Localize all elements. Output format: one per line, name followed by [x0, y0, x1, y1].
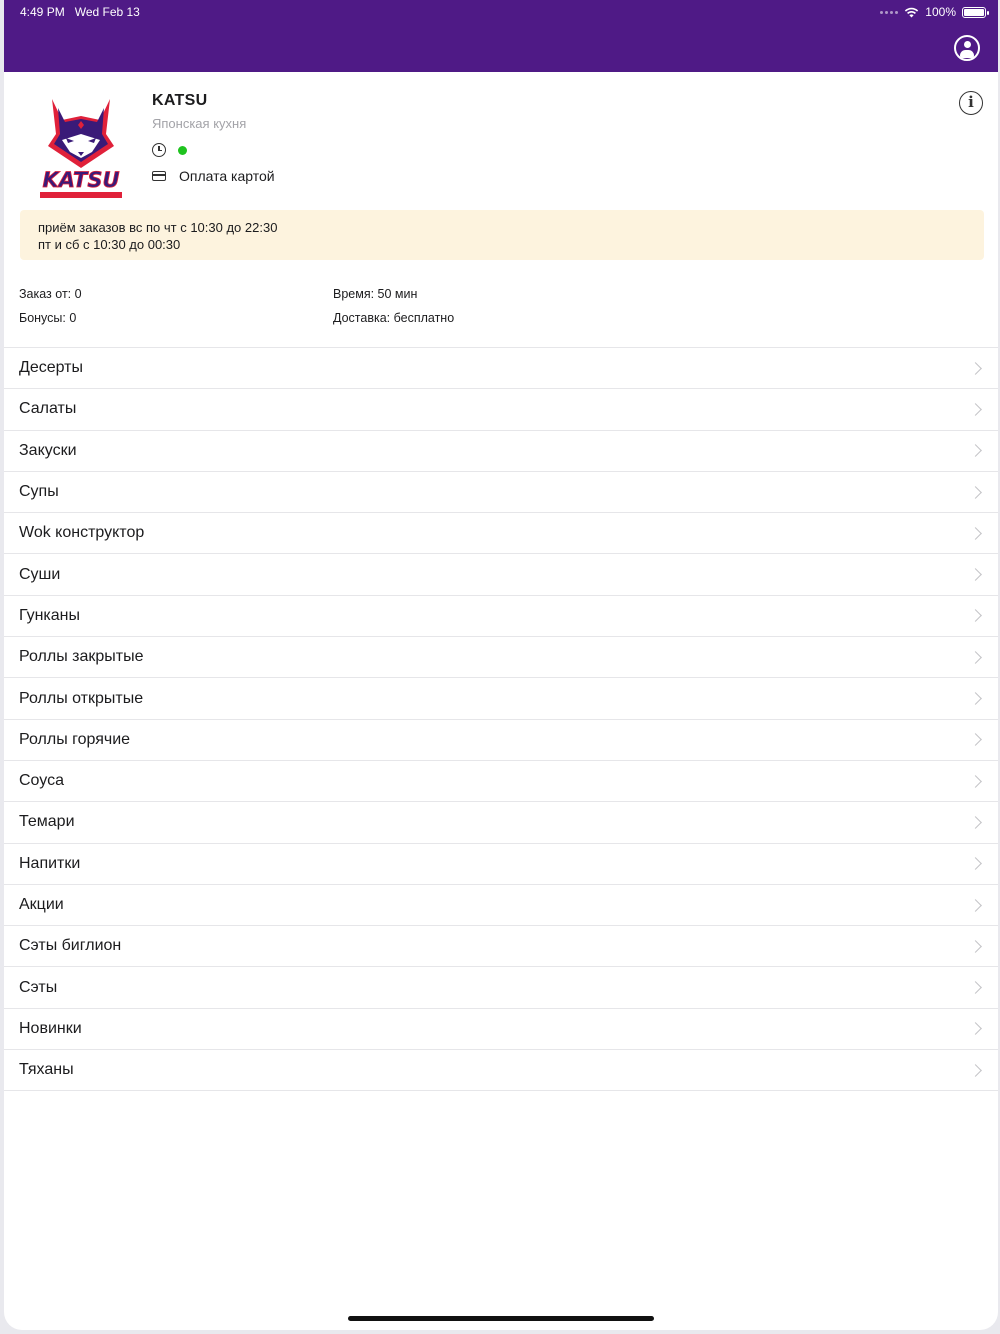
svg-text:KATSU: KATSU [42, 168, 120, 192]
category-label: Десерты [19, 359, 84, 377]
order-info-left [19, 282, 82, 330]
wifi-icon [904, 7, 919, 18]
category-label: Акции [19, 896, 64, 913]
chevron-right-icon [969, 775, 982, 788]
category-row[interactable] [4, 596, 998, 637]
category-label: Роллы горячие [19, 730, 131, 748]
delivery-time: Время: 50 мин [333, 287, 418, 301]
category-row[interactable] [4, 431, 998, 472]
order-info-right [333, 282, 454, 330]
status-date: Wed Feb 13 [74, 5, 140, 19]
category-label: Роллы открытые [19, 689, 144, 707]
category-label: Закуски [19, 441, 77, 459]
delivery-cost: Доставка: бесплатно [333, 311, 455, 325]
min-order: Заказ от: 0 [19, 287, 82, 301]
chevron-right-icon [969, 362, 982, 375]
clock-icon [152, 143, 166, 157]
category-row[interactable] [4, 967, 998, 1008]
cuisine-type: Японская кухня [152, 116, 247, 131]
home-indicator[interactable] [348, 1316, 654, 1321]
category-row[interactable] [4, 844, 998, 885]
category-label: Wok конструктор [19, 524, 145, 542]
battery-percent: 100% [925, 5, 956, 19]
battery-icon [962, 7, 986, 18]
category-label: Соуса [19, 772, 64, 790]
bonuses: Бонусы: 0 [19, 311, 77, 325]
chevron-right-icon [969, 816, 982, 829]
chevron-right-icon [969, 403, 982, 416]
chevron-right-icon [969, 568, 982, 581]
chevron-right-icon [969, 610, 982, 623]
category-label: Сэты [19, 978, 58, 996]
category-row[interactable] [4, 637, 998, 678]
category-row[interactable] [4, 720, 998, 761]
restaurant-header [4, 72, 998, 212]
category-row[interactable] [4, 348, 998, 389]
category-row[interactable] [4, 802, 998, 843]
category-label: Новинки [19, 1019, 82, 1037]
profile-icon[interactable] [954, 35, 980, 61]
chevron-right-icon [969, 1023, 982, 1036]
app-screen [4, 0, 998, 1330]
chevron-right-icon [969, 527, 982, 540]
category-label: Сэты биглион [19, 937, 122, 955]
navigation-bar [4, 0, 998, 72]
category-label: Темари [19, 813, 75, 831]
category-row[interactable] [4, 554, 998, 595]
category-label: Гунканы [19, 606, 81, 624]
working-status [152, 143, 187, 157]
restaurant-name: KATSU [152, 92, 208, 109]
payment-label: Оплата картой [179, 168, 275, 184]
payment-method [152, 168, 275, 184]
chevron-right-icon [969, 733, 982, 746]
category-row[interactable] [4, 678, 998, 719]
status-bar-left [20, 5, 140, 19]
hours-line-2: пт и сб с 10:30 до 00:30 [38, 237, 181, 252]
category-list [4, 347, 998, 1091]
category-row[interactable] [4, 389, 998, 430]
katsu-logo-icon [32, 94, 130, 202]
status-time: 4:49 PM [20, 5, 65, 19]
chevron-right-icon [969, 899, 982, 912]
chevron-right-icon [969, 692, 982, 705]
chevron-right-icon [969, 981, 982, 994]
signal-icon [880, 11, 898, 14]
hours-line-1: приём заказов вс по чт с 10:30 до 22:30 [38, 220, 278, 235]
category-row[interactable] [4, 472, 998, 513]
category-row[interactable] [4, 926, 998, 967]
category-row[interactable] [4, 761, 998, 802]
chevron-right-icon [969, 940, 982, 953]
category-label: Супы [19, 483, 59, 501]
category-label: Роллы закрытые [19, 648, 144, 666]
category-label: Напитки [19, 854, 81, 872]
working-hours-notice [20, 210, 984, 260]
info-icon[interactable]: i [959, 91, 983, 115]
category-label: Суши [19, 565, 61, 583]
chevron-right-icon [969, 444, 982, 457]
category-row[interactable] [4, 513, 998, 554]
chevron-right-icon [969, 651, 982, 664]
category-row[interactable] [4, 1009, 998, 1050]
chevron-right-icon [969, 1064, 982, 1077]
category-label: Салаты [19, 400, 77, 418]
open-status-dot [178, 146, 187, 155]
chevron-right-icon [969, 857, 982, 870]
category-row[interactable] [4, 1050, 998, 1091]
chevron-right-icon [969, 486, 982, 499]
credit-card-icon [152, 171, 166, 181]
category-row[interactable] [4, 885, 998, 926]
status-bar-right [880, 5, 986, 19]
category-label: Тяханы [19, 1061, 74, 1079]
